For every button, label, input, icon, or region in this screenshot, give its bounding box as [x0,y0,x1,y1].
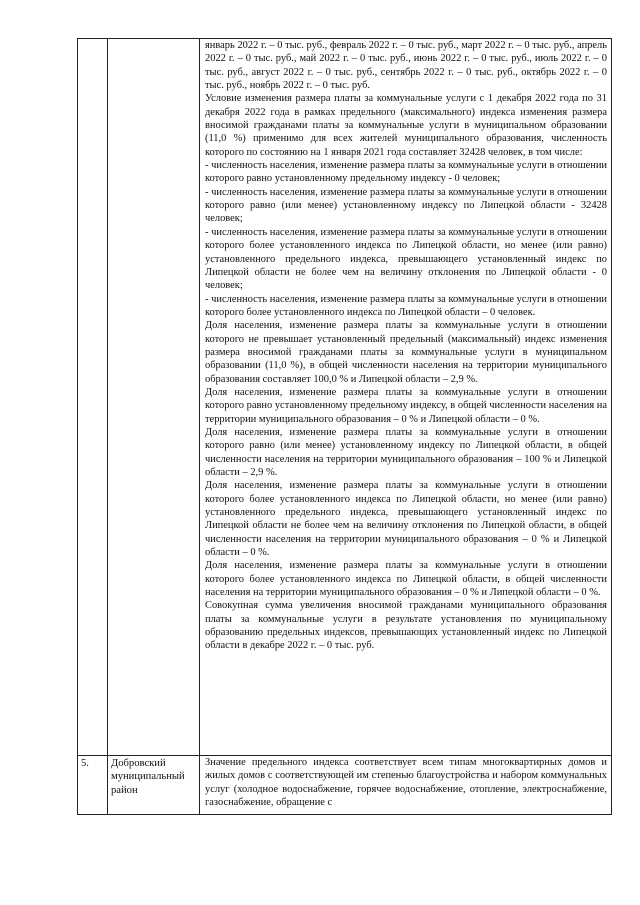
paragraph: январь 2022 г. – 0 тыс. руб., февраль 2022 г. – 0 тыс. руб., март 2022 г. – 0 тыс. руб., апрель 2022 г. – 0 тыс. руб., май 2022 г. – 0 тыс. руб., июнь 2022 г. – 0 тыс. руб., июль 2022 г. – 0 тыс. руб., август 2022 г. – 0 тыс. руб., сентябрь 2022 г. – 0 тыс. руб., октябрь 2022 г. – 0 тыс. руб., ноябрь 2022 г. – 0 тыс. руб. [205,40,607,92]
district-name-cell [108,756,200,815]
district-name: Добровский муниципальный район [111,758,185,796]
paragraph: Доля населения, изменение размера платы за коммунальные услуги в отношении которого более установленного индекса по Липецкой области, в общей численности населения на территории муниципального образования – 0 % и Липецкой области – 0 %. [205,560,607,599]
description-cell [200,39,612,756]
paragraph: Условие изменения размера платы за коммунальные услуги с 1 декабря 2022 года по 31 декабря 2022 года в рамках предельного (максимального) индекса изменения размера вносимой гражданами платы за коммунальные услуги в муниципальном образовании (11,0 %) применимо для всех жителей муниципального образования, численность которого по состоянию на 1 января 2021 года составляет 32428 человек, в том числе: [205,93,607,158]
paragraph: Совокупная сумма увеличения вносимой гражданами муниципального образования платы за коммунальные услуги в результате установления по муниципальному образованию предельных индексов, превышающих установленный индекс по Липецкой области в декабре 2022 г. – 0 тыс. руб. [205,600,607,652]
paragraph: - численность населения, изменение размера платы за коммунальные услуги в отношении которого равно (или менее) установленному индексу по Липецкой области - 32428 человек; [205,186,607,225]
paragraph: - численность населения, изменение размера платы за коммунальные услуги в отношении которого более установленного индекса по Липецкой области, но менее (или равно) установленного предельного индекса, превышающего установленный индекс по Липецкой области не более чем на величину отклонения по Липецкой области - 0 человек; [205,226,607,292]
description-cell [200,756,612,815]
paragraph: Доля населения, изменение размера платы за коммунальные услуги в отношении которого равно (или менее) установленному индексу по Липецкой области, в общей численности населения на территории муниципального образования – 100 % и Липецкой области – 2,9 %. [205,426,607,478]
paragraph: Значение предельного индекса соответствует всем типам многоквартирных домов и жилых домов с соответствующей им степенью благоустройства и набором коммунальных услуг (холодное водоснабжение, горячее водоснабжение, отопление, электроснабжение, газоснабжение, обращение с [205,757,607,809]
table-row [78,39,612,756]
paragraph: Доля населения, изменение размера платы за коммунальные услуги в отношении которого равно установленному предельному индексу, в общей численности населения на территории муниципального образования – 0 % и Липецкой области – 0 %. [205,386,607,425]
paragraph: - численность населения, изменение размера платы за коммунальные услуги в отношении которого более установленного индекса по Липецкой области – 0 человек. [205,293,607,318]
district-name-cell [108,39,200,756]
paragraph: - численность населения, изменение размера платы за коммунальные услуги в отношении которого равно установленному предельному индексу - 0 человек; [205,160,607,185]
row-number: 5. [81,758,89,769]
paragraph: Доля населения, изменение размера платы за коммунальные услуги в отношении которого не превышает установленный предельный (максимальный) индекс изменения размера вносимой гражданами платы за коммунальные услуги в муниципальном образовании (11,0 %), в общей численности населения на территории муниципального образования составляет 100,0 % и Липецкой области – 2,9 %. [205,320,607,385]
paragraph: Доля населения, изменение размера платы за коммунальные услуги в отношении которого более установленного индекса по Липецкой области, но менее (или равно) установленного предельного индекса, превышающего установленный индекс по Липецкой области не более чем на величину отклонения по Липецкой области, в общей численности населения на территории муниципального образования – 0 % и Липецкой области – 0 %. [205,480,607,559]
row-number-cell [78,756,108,815]
row-number-cell [78,39,108,756]
document-table [77,38,612,815]
table-row [78,756,612,815]
